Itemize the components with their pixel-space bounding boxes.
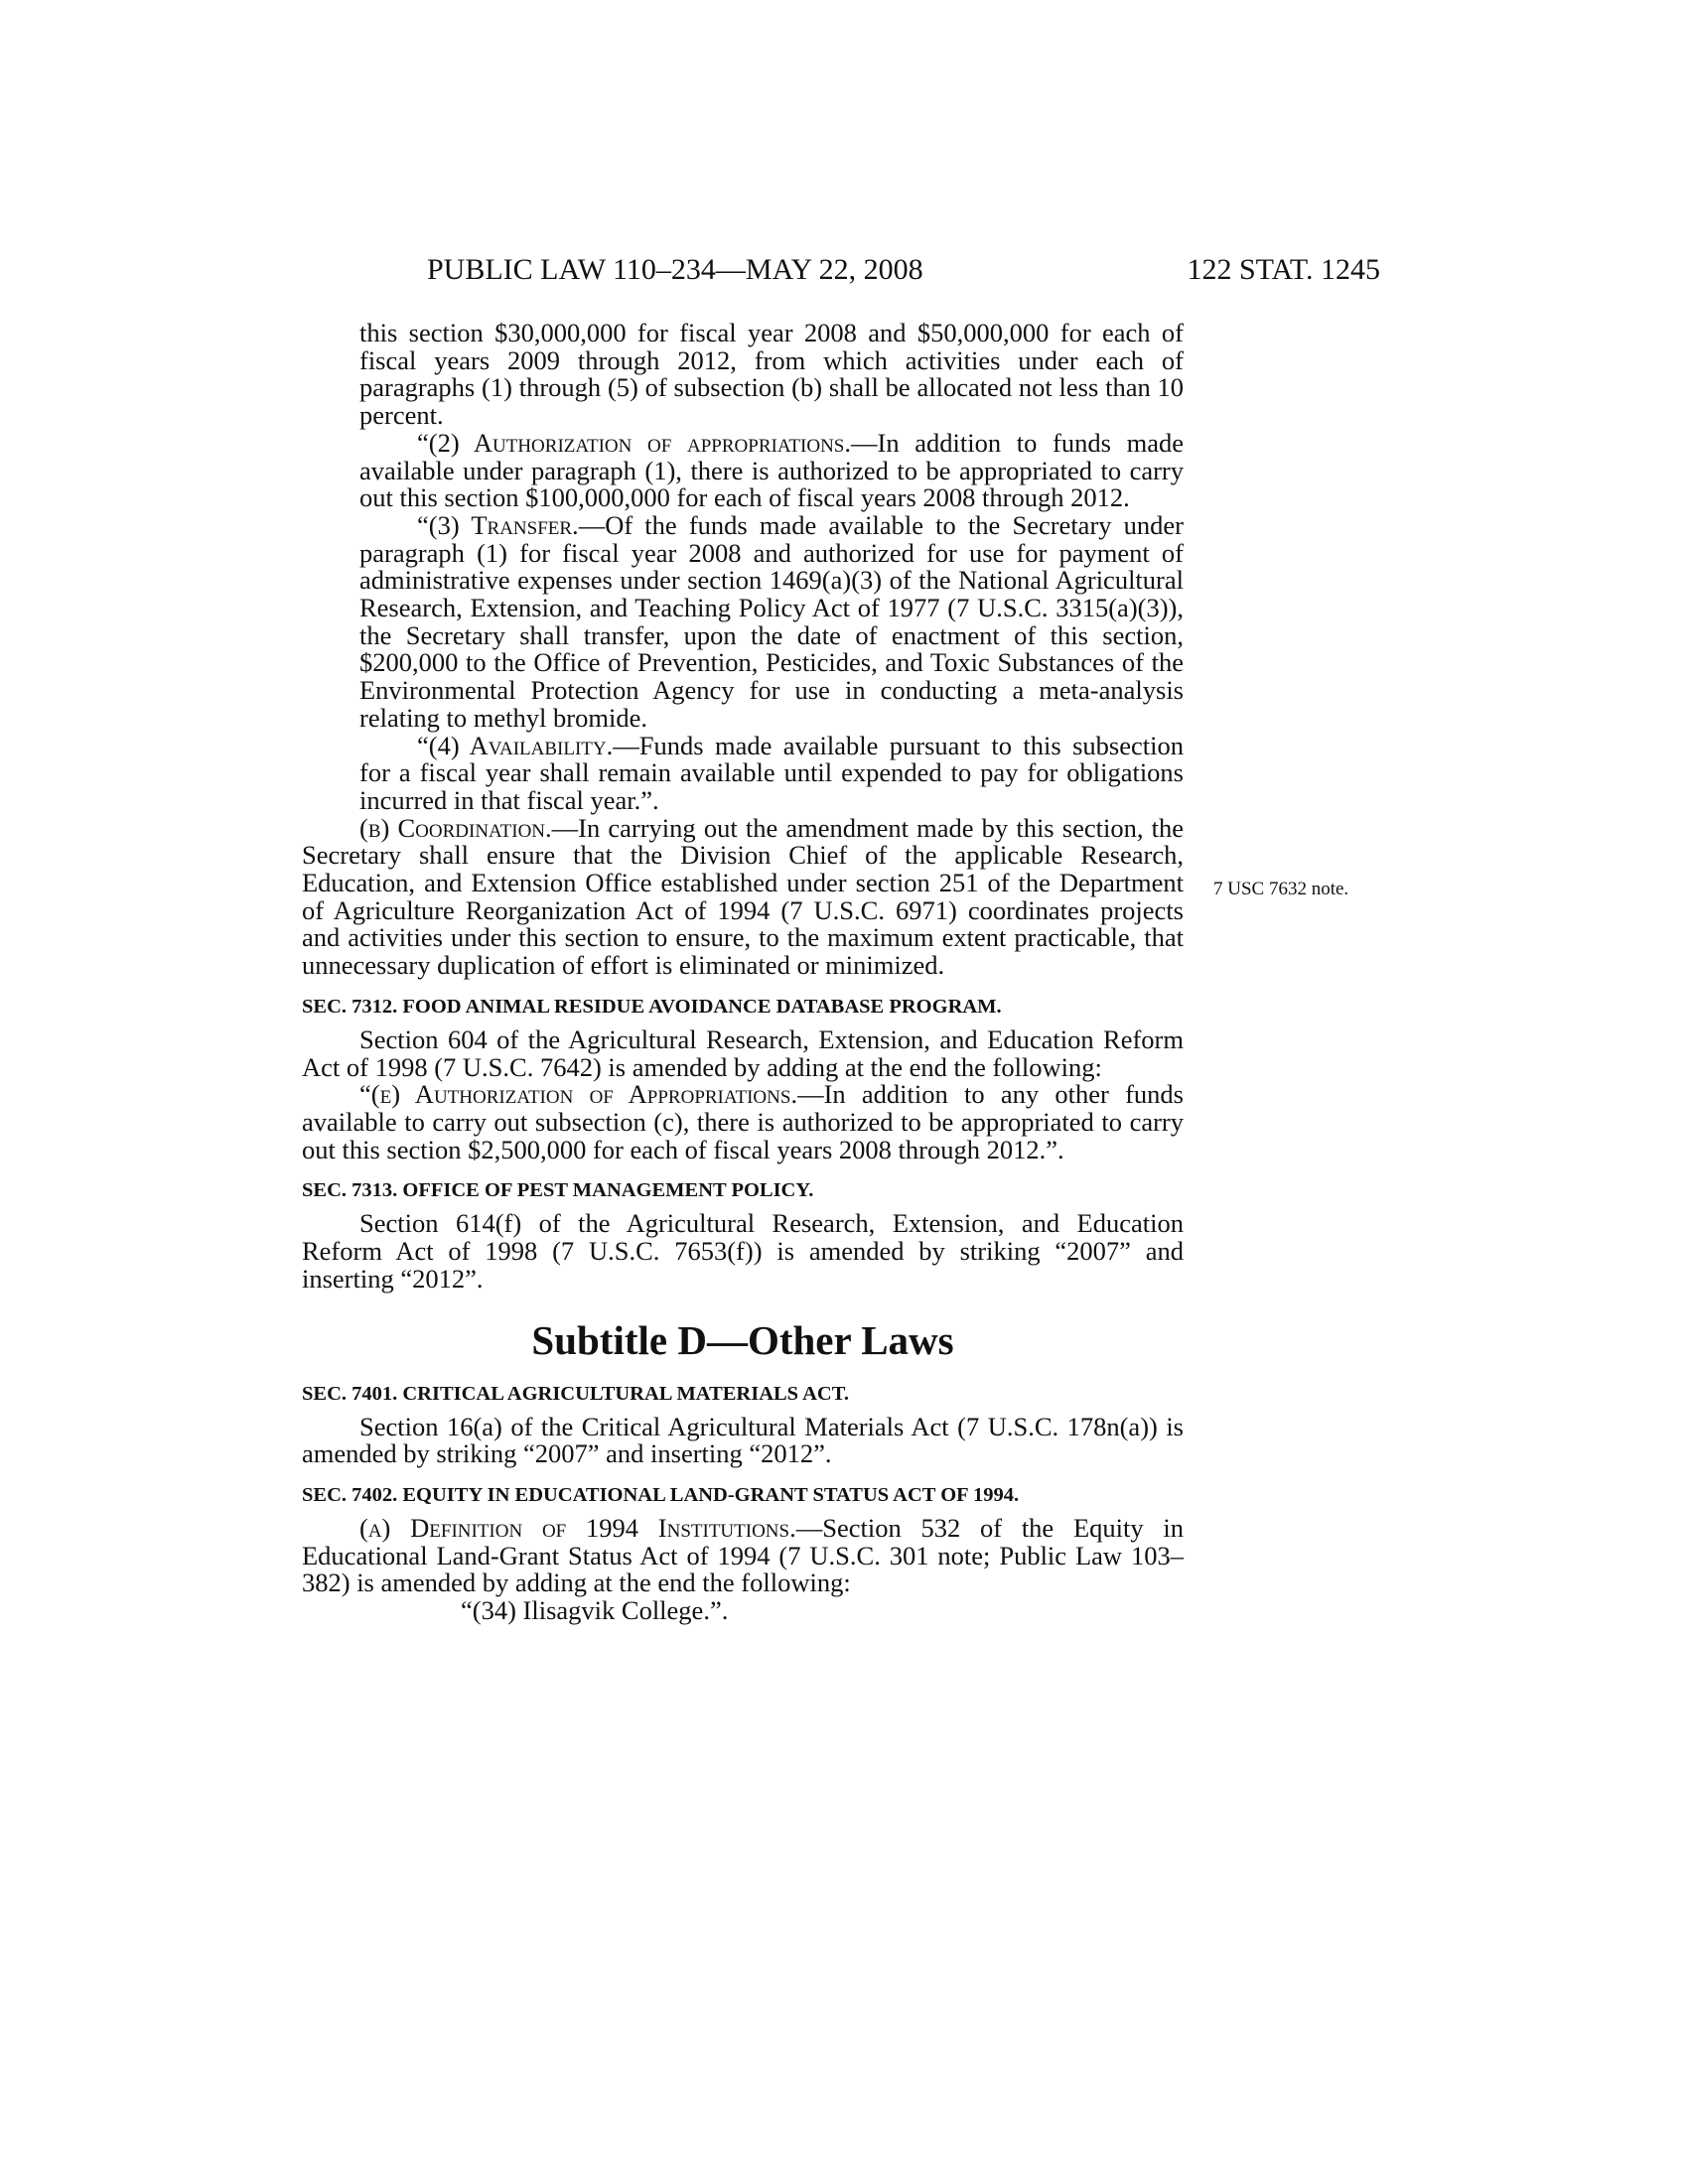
section-7312-e-body: —In addition to any other funds available to carry out subsection (c), there is authorized to be appropriated to carry out this section $2,500,000 for each of fiscal years 2008 through 2012.”. — [302, 1079, 1184, 1164]
section-7401-text: Section 16(a) of the Critical Agricultural Materials Act (7 U.S.C. 178n(a)) is amended by striking “2007” and inserting “2012”. — [302, 1411, 1184, 1469]
section-7312-text: Section 604 of the Agricultural Research, Extension, and Education Reform Act of 1998 (7 U.S.C. 7642) is amended by adding at the end the following: — [302, 1024, 1184, 1082]
subtitle-heading: Subtitle D—Other Laws — [531, 1316, 954, 1363]
document-body — [302, 320, 1184, 1625]
paragraph-3-body: —Of the funds made available to the Secretary under paragraph (1) for fiscal year 2008 and authorized for use for payment of administrative expenses under section 1469(a)(3) of the National Agricultural Research, Extension, and Teaching Policy Act of 1977 (7 U.S.C. 3315(a)(3)), the Secretary shall transfer, upon the date of enactment of this section, $200,000 to the Office of Prevention, Pesticides, and Toxic Substances of the Environmental Protection Agency for use in conducting a meta-analysis relating to methyl bromide. — [359, 509, 1184, 733]
section-7402-a-heading: (a) Definition of 1994 Institutions. — [359, 1512, 796, 1543]
paragraph-2-heading: “(2) Authorization of appropriations. — [417, 427, 851, 458]
subsection-b-heading: (b) Coordination. — [359, 812, 552, 843]
paragraph-3 — [359, 509, 1184, 733]
section-7313-text: Section 614(f) of the Agricultural Research, Extension, and Education Reform Act of 1998 (7 U.S.C. 7653(f)) is amended by striking “2007” and inserting “2012”. — [302, 1208, 1184, 1294]
subsection-b — [302, 812, 1184, 981]
statute-page: 122 STAT. 1245 — [1187, 253, 1380, 286]
section-7402-a-body: —Section 532 of the Equity in Educational Land-Grant Status Act of 1994 (7 U.S.C. 301 note; Public Law 103–382) is amended by adding at the end the following: — [302, 1512, 1184, 1598]
paragraph-4-heading: “(4) Availability. — [417, 730, 614, 760]
section-7313-heading: SEC. 7313. OFFICE OF PEST MANAGEMENT POLICY. — [302, 1179, 814, 1202]
section-7402-subsection-a — [302, 1512, 1184, 1598]
section-7402-item-34: “(34) Ilisagvik College.”. — [461, 1595, 729, 1626]
running-head — [427, 250, 1380, 290]
section-7312-heading: SEC. 7312. FOOD ANIMAL RESIDUE AVOIDANCE DATABASE PROGRAM. — [302, 995, 1002, 1018]
paragraph-2 — [359, 427, 1184, 513]
section-7312-subsection-e — [302, 1081, 1184, 1163]
law-title: PUBLIC LAW 110–234—MAY 22, 2008 — [427, 253, 923, 286]
section-7401-heading: SEC. 7401. CRITICAL AGRICULTURAL MATERIALS ACT. — [302, 1382, 849, 1405]
paragraph-2-body: —In addition to funds made available under paragraph (1), there is authorized to be appropriated to carry out this section $100,000,000 for each of fiscal years 2008 through 2012. — [359, 427, 1184, 513]
paragraph-4-body: —Funds made available pursuant to this subsection for a fiscal year shall remain available until expended to pay for obligations incurred in that fiscal year.”. — [359, 730, 1184, 815]
paragraph-4 — [359, 730, 1184, 815]
section-7312-e-heading: “(e) Authorization of Appropriations. — [359, 1079, 798, 1110]
subsection-b-body: —In carrying out the amendment made by this section, the Secretary shall ensure that the Division Chief of the applicable Research, Education, and Extension Office established under section 251 of the Department of Agriculture Reorganization Act of 1994 (7 U.S.C. 6971) coordinates projects and activities under this section to ensure, to the maximum extent practicable, that unnecessary duplication of effort is eliminated or minimized. — [302, 812, 1184, 981]
paragraph-1-continued: this section $30,000,000 for fiscal year 2008 and $50,000,000 for each of fiscal years 2009 through 2012, from which activities under each of paragraphs (1) through (5) of subsection (b) shall be allocated not less than 10 percent. — [359, 318, 1184, 431]
margin-note: 7 USC 7632 note. — [1213, 879, 1349, 899]
paragraph-3-heading: “(3) Transfer. — [417, 509, 579, 540]
section-7402-heading: SEC. 7402. EQUITY IN EDUCATIONAL LAND-GRANT STATUS ACT OF 1994. — [302, 1483, 1020, 1506]
